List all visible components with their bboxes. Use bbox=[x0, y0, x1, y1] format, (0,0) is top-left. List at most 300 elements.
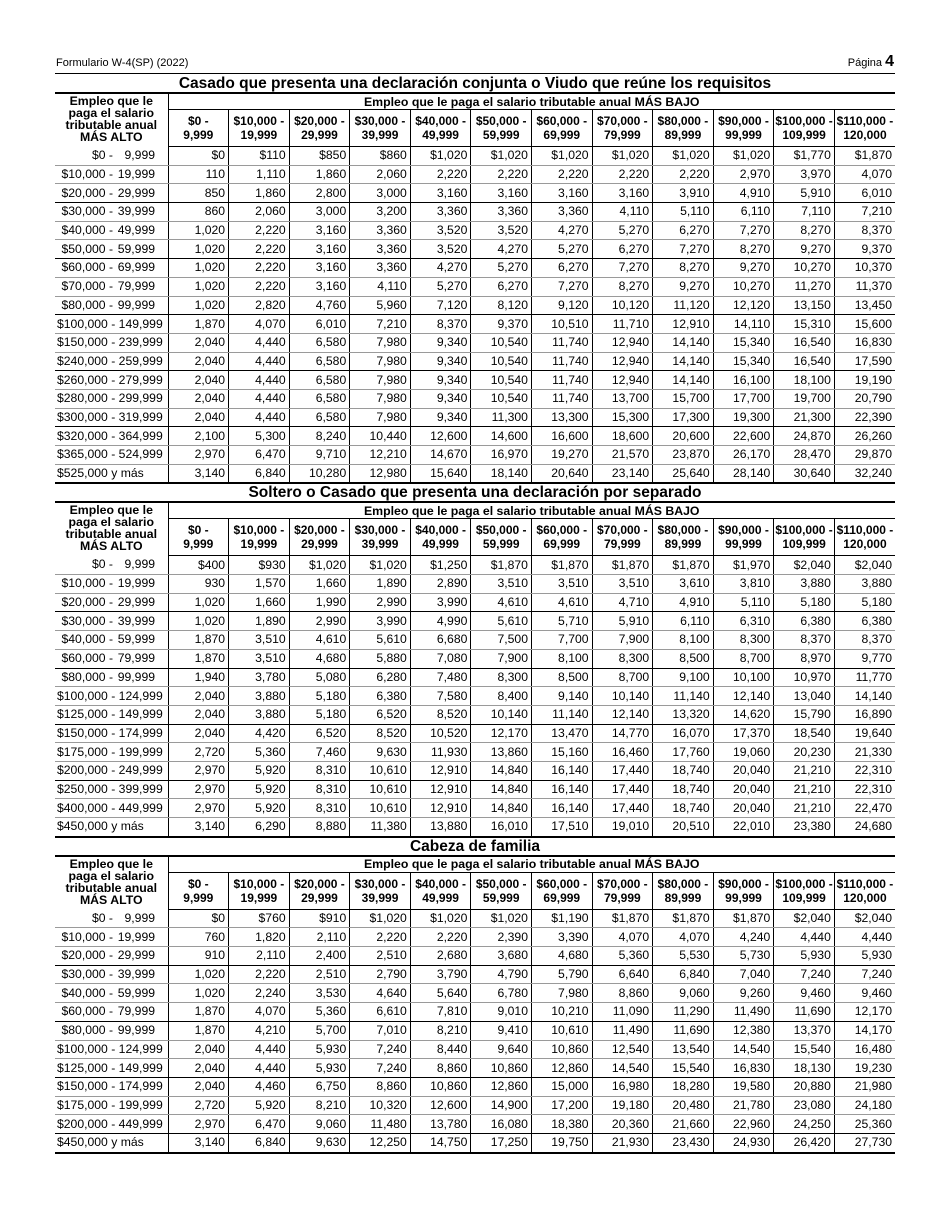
row-label-to: 29,999 bbox=[117, 185, 155, 200]
column-label-to: 99,999 bbox=[725, 128, 762, 142]
table-cell: 3,160 bbox=[289, 221, 350, 240]
row-header-line: Empleo que le bbox=[69, 856, 153, 871]
table-cell: 15,160 bbox=[531, 743, 592, 762]
table-cell: 3,160 bbox=[471, 184, 532, 203]
table-cell: 20,480 bbox=[653, 1096, 714, 1115]
column-label-to: 99,999 bbox=[725, 537, 762, 552]
page-header bbox=[55, 0, 895, 70]
column-label-from: $30,000 - bbox=[354, 114, 406, 128]
table-cell: 3,780 bbox=[229, 668, 290, 687]
column-label-to: 19,999 bbox=[240, 537, 278, 552]
table-cell: 14,540 bbox=[592, 1059, 653, 1078]
row-label bbox=[55, 1003, 168, 1022]
form-page bbox=[55, 0, 895, 1154]
row-label bbox=[55, 203, 168, 222]
table-cell: 2,820 bbox=[229, 296, 290, 315]
table-cell: 16,080 bbox=[471, 1115, 532, 1134]
row-label bbox=[55, 240, 168, 259]
column-label bbox=[471, 872, 532, 909]
column-label-to: 89,999 bbox=[664, 537, 702, 552]
column-label-from: $70,000 - bbox=[596, 876, 648, 891]
table-cell: 11,290 bbox=[653, 1003, 714, 1022]
table-cell: 1,660 bbox=[229, 593, 290, 612]
table-cell: 14,840 bbox=[471, 799, 532, 818]
table-cell: 3,680 bbox=[471, 947, 532, 966]
row-label: $150,000 - 174,999 bbox=[55, 1077, 168, 1096]
table-cell: 6,270 bbox=[471, 277, 532, 296]
column-label-from: $50,000 - bbox=[475, 114, 527, 128]
table-cell: 1,020 bbox=[168, 984, 229, 1003]
column-label bbox=[774, 110, 835, 147]
row-label: $100,000 - 124,999 bbox=[55, 687, 168, 706]
table-cell: 14,140 bbox=[653, 371, 714, 390]
table-row bbox=[55, 631, 895, 650]
table-cell: 10,540 bbox=[471, 389, 532, 408]
table-cell: 860 bbox=[168, 203, 229, 222]
table-cell: 8,370 bbox=[834, 631, 895, 650]
table-cell: 8,500 bbox=[653, 649, 714, 668]
table-cell: 3,000 bbox=[350, 184, 411, 203]
table-cell: 7,270 bbox=[713, 221, 774, 240]
table-cell: 8,300 bbox=[471, 668, 532, 687]
table-cell: 21,780 bbox=[713, 1096, 774, 1115]
table-cell: 4,790 bbox=[471, 965, 532, 984]
column-label-to: 49,999 bbox=[422, 537, 459, 552]
column-label-from: $50,000 - bbox=[475, 876, 527, 891]
table-cell: 12,940 bbox=[592, 333, 653, 352]
table-cell: 15,600 bbox=[834, 315, 895, 334]
table-cell: $1,020 bbox=[289, 556, 350, 575]
header-row bbox=[55, 93, 895, 110]
table-cell: 12,170 bbox=[471, 724, 532, 743]
table-row bbox=[55, 799, 895, 818]
column-label bbox=[410, 519, 471, 556]
table-cell: 1,870 bbox=[168, 649, 229, 668]
table-cell: 7,980 bbox=[350, 333, 411, 352]
table-cell: 21,210 bbox=[774, 780, 835, 799]
column-label-to: 19,999 bbox=[240, 128, 278, 142]
table-cell: 7,240 bbox=[350, 1040, 411, 1059]
table-cell: 12,170 bbox=[834, 1003, 895, 1022]
table-cell: 6,310 bbox=[713, 612, 774, 631]
table-cell: 5,930 bbox=[289, 1059, 350, 1078]
table-cell: 17,440 bbox=[592, 799, 653, 818]
table-cell: 7,270 bbox=[653, 240, 714, 259]
table-cell: 2,220 bbox=[592, 165, 653, 184]
withholding-table bbox=[55, 855, 895, 1154]
column-label-to: 49,999 bbox=[422, 890, 459, 905]
table-cell: 3,510 bbox=[592, 575, 653, 594]
table-cell: 8,270 bbox=[592, 277, 653, 296]
table-cell: $1,870 bbox=[592, 556, 653, 575]
table-cell: 910 bbox=[168, 947, 229, 966]
table-cell: 9,270 bbox=[713, 259, 774, 278]
table-cell: $910 bbox=[289, 909, 350, 928]
table-cell: 7,980 bbox=[350, 352, 411, 371]
table-cell: 16,070 bbox=[653, 724, 714, 743]
table-row bbox=[55, 1096, 895, 1115]
table-cell: 5,360 bbox=[592, 947, 653, 966]
table-row bbox=[55, 687, 895, 706]
table-cell: 22,600 bbox=[713, 427, 774, 446]
table-cell: 8,240 bbox=[289, 427, 350, 446]
table-cell: 1,890 bbox=[350, 575, 411, 594]
table-cell: 4,110 bbox=[350, 277, 411, 296]
table-cell: 4,440 bbox=[229, 408, 290, 427]
table-cell: 3,200 bbox=[350, 203, 411, 222]
table-cell: 7,580 bbox=[410, 687, 471, 706]
table-cell: 9,100 bbox=[653, 668, 714, 687]
table-cell: 3,160 bbox=[289, 277, 350, 296]
row-label-to: 59,999 bbox=[117, 632, 155, 647]
table-cell: 7,980 bbox=[350, 371, 411, 390]
table-cell: 21,300 bbox=[774, 408, 835, 427]
table-cell: $0 bbox=[168, 909, 229, 928]
table-cell: 1,020 bbox=[168, 296, 229, 315]
table-cell: 5,930 bbox=[834, 947, 895, 966]
row-label-from: $40,000 - bbox=[61, 223, 113, 238]
row-label-to: 39,999 bbox=[117, 204, 155, 219]
table-cell: 17,510 bbox=[531, 818, 592, 837]
table-cell: 6,380 bbox=[350, 687, 411, 706]
table-cell: $1,020 bbox=[350, 556, 411, 575]
row-label bbox=[55, 631, 168, 650]
table-cell: 8,210 bbox=[289, 1096, 350, 1115]
table-cell: 1,940 bbox=[168, 668, 229, 687]
table-cell: 9,370 bbox=[834, 240, 895, 259]
column-label-to: 89,999 bbox=[664, 128, 702, 142]
table-cell: 8,370 bbox=[834, 221, 895, 240]
table-cell: 3,520 bbox=[410, 240, 471, 259]
table-cell: 3,360 bbox=[531, 203, 592, 222]
table-cell: 12,380 bbox=[713, 1021, 774, 1040]
table-cell: 2,990 bbox=[350, 593, 411, 612]
row-label bbox=[55, 909, 168, 928]
table-cell: 16,970 bbox=[471, 446, 532, 465]
table-cell: $1,020 bbox=[592, 147, 653, 166]
table-cell: 9,140 bbox=[531, 687, 592, 706]
table-cell: 11,090 bbox=[592, 1003, 653, 1022]
table-cell: 14,770 bbox=[592, 724, 653, 743]
row-label bbox=[55, 965, 168, 984]
table-row bbox=[55, 612, 895, 631]
table-cell: 6,110 bbox=[713, 203, 774, 222]
table-cell: 6,840 bbox=[653, 965, 714, 984]
table-cell: 11,770 bbox=[834, 668, 895, 687]
table-cell: 2,040 bbox=[168, 389, 229, 408]
table-cell: 11,690 bbox=[774, 1003, 835, 1022]
table-row bbox=[55, 965, 895, 984]
table-cell: 9,770 bbox=[834, 649, 895, 668]
table-cell: 3,610 bbox=[653, 575, 714, 594]
row-label: $400,000 - 449,999 bbox=[55, 799, 168, 818]
row-label-to: 9,999 bbox=[124, 910, 155, 925]
table-cell: 2,220 bbox=[229, 259, 290, 278]
table-cell: $1,870 bbox=[592, 909, 653, 928]
table-cell: 6,520 bbox=[350, 705, 411, 724]
table-cell: 7,500 bbox=[471, 631, 532, 650]
table-cell: 18,380 bbox=[531, 1115, 592, 1134]
table-cell: 1,870 bbox=[168, 315, 229, 334]
table-cell: 4,070 bbox=[229, 315, 290, 334]
table-cell: 8,860 bbox=[350, 1077, 411, 1096]
row-label bbox=[55, 184, 168, 203]
row-label-from: $80,000 - bbox=[61, 669, 113, 684]
row-label bbox=[55, 296, 168, 315]
table-cell: 10,610 bbox=[531, 1021, 592, 1040]
row-header-line: tributable anual bbox=[65, 118, 158, 132]
row-label-from: $80,000 - bbox=[61, 297, 113, 312]
table-cell: 7,120 bbox=[410, 296, 471, 315]
table-cell: 9,410 bbox=[471, 1021, 532, 1040]
table-cell: 7,270 bbox=[592, 259, 653, 278]
table-cell: 3,530 bbox=[289, 984, 350, 1003]
table-cell: 9,060 bbox=[289, 1115, 350, 1134]
table-cell: 5,530 bbox=[653, 947, 714, 966]
table-cell: 6,750 bbox=[289, 1077, 350, 1096]
table-cell: 19,640 bbox=[834, 724, 895, 743]
column-label-to: 9,999 bbox=[183, 537, 214, 552]
table-row bbox=[55, 221, 895, 240]
header-row bbox=[55, 502, 895, 519]
table-cell: 13,450 bbox=[834, 296, 895, 315]
table-cell: 7,240 bbox=[774, 965, 835, 984]
table-cell: 9,260 bbox=[713, 984, 774, 1003]
table-cell: 1,020 bbox=[168, 593, 229, 612]
table-cell: 13,470 bbox=[531, 724, 592, 743]
column-label-from: $30,000 - bbox=[354, 523, 406, 538]
form-name: Formulario W-4(SP) (2022) bbox=[56, 57, 189, 69]
table-cell: 16,980 bbox=[592, 1077, 653, 1096]
column-label-from: $0 - bbox=[187, 876, 209, 891]
table-cell: 20,040 bbox=[713, 761, 774, 780]
table-cell: 21,210 bbox=[774, 761, 835, 780]
column-label-to: 120,000 bbox=[843, 537, 887, 552]
table-cell: 10,120 bbox=[592, 296, 653, 315]
table-cell: 20,230 bbox=[774, 743, 835, 762]
table-cell: 26,170 bbox=[713, 446, 774, 465]
row-label: $150,000 - 239,999 bbox=[55, 333, 168, 352]
table-cell: 5,910 bbox=[774, 184, 835, 203]
table-cell: 12,540 bbox=[592, 1040, 653, 1059]
table-cell: 8,860 bbox=[592, 984, 653, 1003]
table-cell: 15,790 bbox=[774, 705, 835, 724]
row-label-to: 9,999 bbox=[124, 557, 155, 572]
table-cell: 25,360 bbox=[834, 1115, 895, 1134]
table-cell: 7,040 bbox=[713, 965, 774, 984]
table-cell: 8,270 bbox=[653, 259, 714, 278]
table-cell: 7,110 bbox=[774, 203, 835, 222]
table-section-2 bbox=[55, 838, 895, 1154]
table-cell: 9,340 bbox=[410, 371, 471, 390]
table-cell: 10,540 bbox=[471, 333, 532, 352]
table-cell: 20,040 bbox=[713, 799, 774, 818]
table-cell: 10,540 bbox=[471, 371, 532, 390]
row-label bbox=[55, 984, 168, 1003]
table-cell: 6,840 bbox=[229, 464, 290, 483]
table-cell: 2,220 bbox=[410, 928, 471, 947]
row-label: $250,000 - 399,999 bbox=[55, 780, 168, 799]
table-row bbox=[55, 147, 895, 166]
column-label bbox=[653, 110, 714, 147]
table-cell: 760 bbox=[168, 928, 229, 947]
column-label bbox=[168, 872, 229, 909]
table-cell: 7,210 bbox=[834, 203, 895, 222]
table-cell: $1,770 bbox=[774, 147, 835, 166]
row-label: $300,000 - 319,999 bbox=[55, 408, 168, 427]
table-cell: 8,500 bbox=[531, 668, 592, 687]
table-cell: 3,160 bbox=[531, 184, 592, 203]
row-label-from: $20,000 - bbox=[61, 185, 113, 200]
table-cell: 5,930 bbox=[289, 1040, 350, 1059]
column-label-to: 120,000 bbox=[843, 890, 887, 905]
row-header-line: paga el salario bbox=[68, 868, 154, 883]
table-cell: 2,970 bbox=[168, 780, 229, 799]
table-cell: 2,680 bbox=[410, 947, 471, 966]
table-cell: 3,140 bbox=[168, 464, 229, 483]
table-row bbox=[55, 743, 895, 762]
table-cell: $1,020 bbox=[410, 909, 471, 928]
withholding-table bbox=[55, 501, 895, 837]
table-cell: 1,020 bbox=[168, 221, 229, 240]
table-cell: 26,420 bbox=[774, 1133, 835, 1152]
column-label bbox=[834, 110, 895, 147]
table-cell: $400 bbox=[168, 556, 229, 575]
table-cell: 5,730 bbox=[713, 947, 774, 966]
table-cell: 13,880 bbox=[410, 818, 471, 837]
table-cell: 4,070 bbox=[229, 1003, 290, 1022]
table-cell: 8,270 bbox=[774, 221, 835, 240]
table-cell: 3,140 bbox=[168, 818, 229, 837]
row-label bbox=[55, 575, 168, 594]
row-header bbox=[55, 93, 168, 147]
table-cell: 2,720 bbox=[168, 743, 229, 762]
table-cell: 4,610 bbox=[531, 593, 592, 612]
row-label: $200,000 - 449,999 bbox=[55, 1115, 168, 1134]
table-cell: 2,220 bbox=[229, 277, 290, 296]
table-cell: 6,270 bbox=[653, 221, 714, 240]
table-cell: 2,040 bbox=[168, 1040, 229, 1059]
table-cell: 10,860 bbox=[471, 1059, 532, 1078]
table-row bbox=[55, 1003, 895, 1022]
column-label bbox=[592, 519, 653, 556]
column-label-to: 59,999 bbox=[482, 128, 520, 142]
table-cell: 5,270 bbox=[531, 240, 592, 259]
row-label-from: $10,000 - bbox=[61, 929, 113, 944]
table-cell: 8,370 bbox=[774, 631, 835, 650]
row-label-to: 39,999 bbox=[117, 967, 155, 982]
table-cell: 3,880 bbox=[229, 705, 290, 724]
table-cell: $0 bbox=[168, 147, 229, 166]
table-cell: 17,300 bbox=[653, 408, 714, 427]
table-cell: 2,510 bbox=[350, 947, 411, 966]
column-label bbox=[350, 110, 411, 147]
column-label bbox=[168, 519, 229, 556]
table-cell: 14,840 bbox=[471, 761, 532, 780]
row-label: $365,000 - 524,999 bbox=[55, 446, 168, 465]
columns-header: Empleo que le paga el salario tributable anual MÁS BAJO bbox=[168, 856, 895, 873]
table-cell: 6,580 bbox=[289, 352, 350, 371]
row-label: $320,000 - 364,999 bbox=[55, 427, 168, 446]
table-cell: 10,860 bbox=[410, 1077, 471, 1096]
table-cell: 11,710 bbox=[592, 315, 653, 334]
table-cell: 1,870 bbox=[168, 631, 229, 650]
header-row bbox=[55, 856, 895, 873]
table-cell: 8,310 bbox=[289, 761, 350, 780]
table-cell: 12,210 bbox=[350, 446, 411, 465]
table-cell: 5,790 bbox=[531, 965, 592, 984]
table-cell: 13,780 bbox=[410, 1115, 471, 1134]
table-cell: 14,840 bbox=[471, 780, 532, 799]
row-label-from: $60,000 - bbox=[61, 1004, 113, 1019]
table-cell: 10,440 bbox=[350, 427, 411, 446]
table-cell: $1,190 bbox=[531, 909, 592, 928]
table-cell: 4,710 bbox=[592, 593, 653, 612]
table-row bbox=[55, 818, 895, 837]
table-row bbox=[55, 984, 895, 1003]
row-label-from: $30,000 - bbox=[61, 613, 113, 628]
table-cell: 22,010 bbox=[713, 818, 774, 837]
row-label: $260,000 - 279,999 bbox=[55, 371, 168, 390]
table-row bbox=[55, 315, 895, 334]
table-row bbox=[55, 203, 895, 222]
column-label bbox=[774, 519, 835, 556]
header-rule bbox=[55, 73, 895, 74]
table-cell: 5,360 bbox=[229, 743, 290, 762]
column-label bbox=[471, 519, 532, 556]
column-label bbox=[531, 872, 592, 909]
table-cell: 17,760 bbox=[653, 743, 714, 762]
table-cell: 9,630 bbox=[350, 743, 411, 762]
table-row bbox=[55, 556, 895, 575]
row-header bbox=[55, 856, 168, 910]
column-label-to: 69,999 bbox=[543, 890, 581, 905]
table-cell: 2,040 bbox=[168, 371, 229, 390]
table-cell: 16,540 bbox=[774, 352, 835, 371]
table-cell: 5,180 bbox=[774, 593, 835, 612]
table-cell: 5,180 bbox=[289, 687, 350, 706]
table-cell: 14,110 bbox=[713, 315, 774, 334]
table-cell: 2,220 bbox=[350, 928, 411, 947]
table-cell: 18,140 bbox=[471, 464, 532, 483]
column-label-to: 29,999 bbox=[301, 128, 338, 142]
row-label bbox=[55, 928, 168, 947]
table-cell: 3,520 bbox=[410, 221, 471, 240]
table-cell: 16,140 bbox=[531, 761, 592, 780]
table-cell: 16,890 bbox=[834, 705, 895, 724]
table-row bbox=[55, 240, 895, 259]
table-cell: 8,310 bbox=[289, 799, 350, 818]
column-label-from: $70,000 - bbox=[596, 523, 648, 538]
table-cell: 10,970 bbox=[774, 668, 835, 687]
table-cell: 14,670 bbox=[410, 446, 471, 465]
tables-container bbox=[55, 75, 895, 1154]
table-cell: 22,390 bbox=[834, 408, 895, 427]
table-cell: $1,870 bbox=[653, 556, 714, 575]
table-cell: 14,170 bbox=[834, 1021, 895, 1040]
table-cell: 5,080 bbox=[289, 668, 350, 687]
table-cell: 21,660 bbox=[653, 1115, 714, 1134]
table-cell: 2,040 bbox=[168, 408, 229, 427]
column-label-to: 9,999 bbox=[183, 890, 214, 905]
table-cell: 4,610 bbox=[471, 593, 532, 612]
table-cell: 2,220 bbox=[229, 240, 290, 259]
table-row bbox=[55, 909, 895, 928]
table-cell: 9,370 bbox=[471, 315, 532, 334]
table-cell: 20,790 bbox=[834, 389, 895, 408]
table-cell: $1,250 bbox=[410, 556, 471, 575]
column-label-to: 69,999 bbox=[543, 128, 581, 142]
